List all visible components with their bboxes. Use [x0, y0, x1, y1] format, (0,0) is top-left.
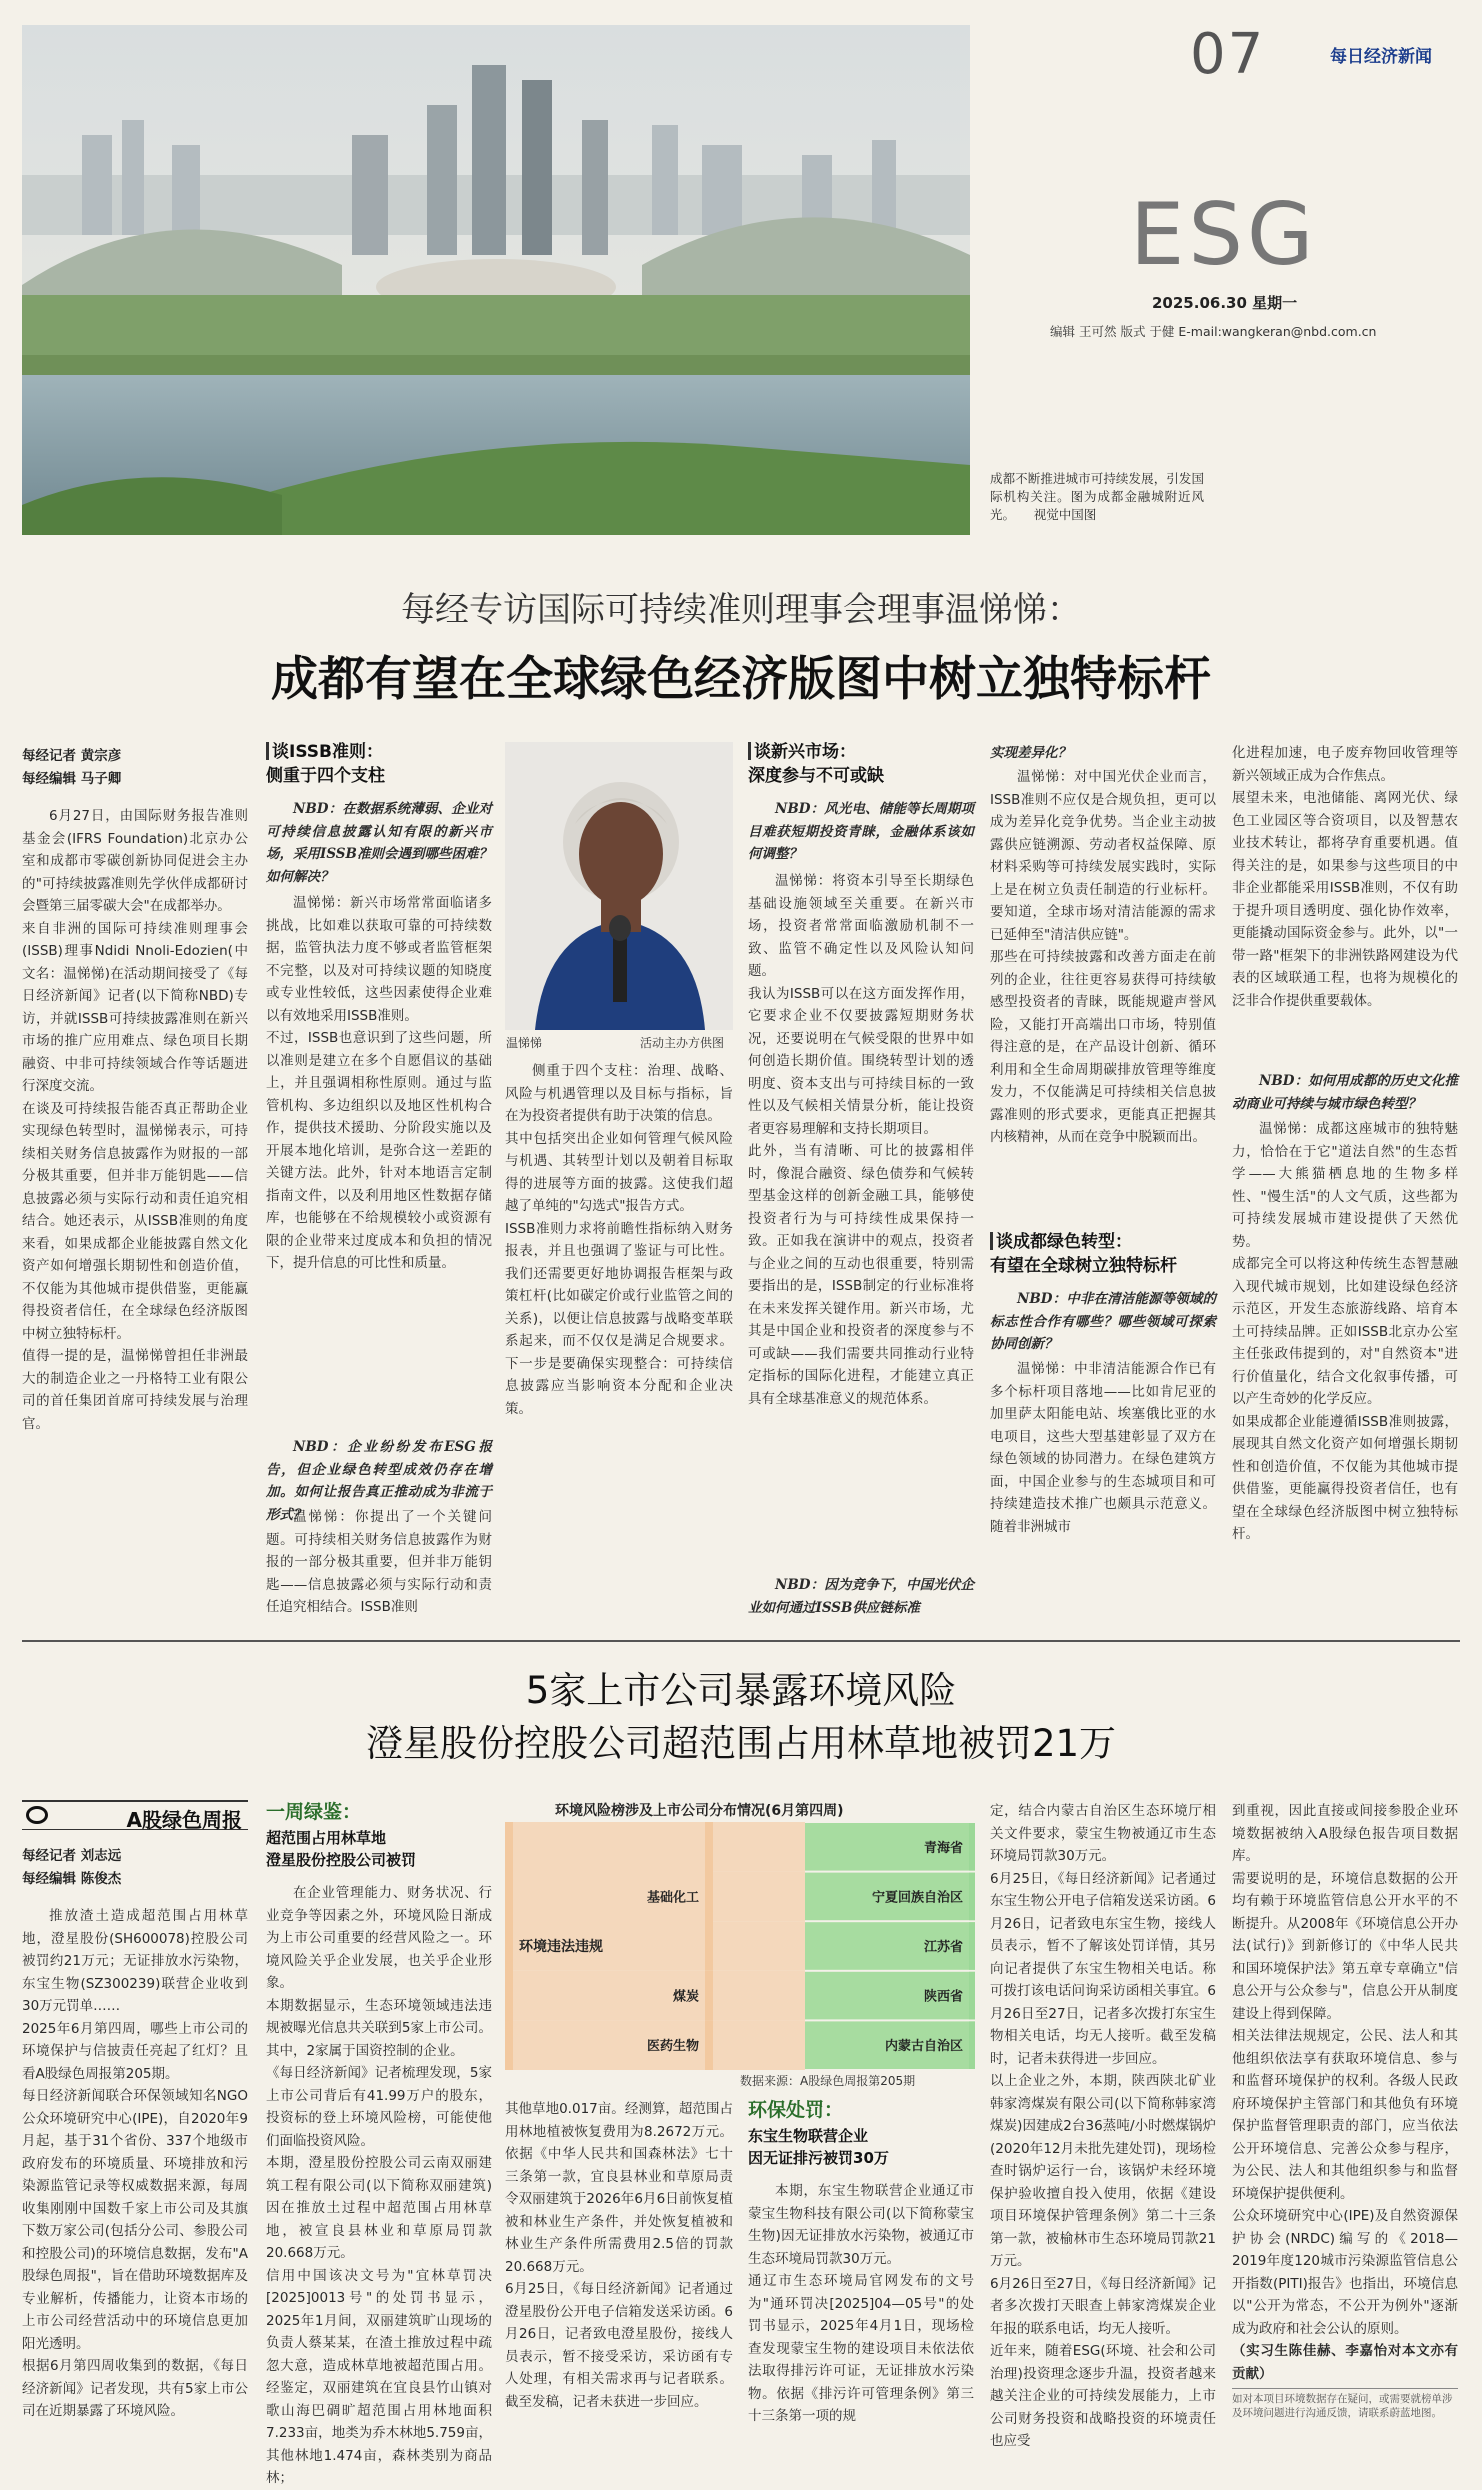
node-煤炭-bar — [705, 1971, 713, 2021]
a2-disclaimer: 如对本项目环境数据存在疑问，或需要就榜单涉及环境问题进行沟通反馈，请联系蔚蓝地图。 — [1232, 2393, 1453, 2419]
portrait-label: 温悌悌 — [506, 1036, 543, 1050]
photo-caption: 成都不断推进城市可持续发展，引发国际机构关注。图为成都金融城附近风光。 视觉中国图 — [990, 471, 1204, 522]
column-badge — [22, 1800, 248, 1830]
node-source-label: 环境违法违规 — [519, 1939, 603, 1955]
node-基础化工-bar — [705, 1822, 713, 1971]
node-source-bar — [505, 1822, 513, 2070]
hero-photo — [22, 25, 970, 535]
node-基础化工-label: 基础化工 — [646, 1890, 699, 1906]
sankey-chart — [505, 1822, 975, 2070]
node-医药生物-bar — [705, 2020, 713, 2070]
sec1-title-b: 侧重于四个支柱 — [266, 766, 385, 786]
article2-headline-a: 5家上市公司暴露环境风险 — [525, 1669, 957, 1712]
article-divider — [22, 1640, 1460, 1642]
a2-col5: 定，结合内蒙古自治区生态环境厅相关文件要求，蒙宝生物被通辽市生态环境局罚款30万元。 6月25日，《每日经济新闻》记者通过东宝生物公开电子信箱发送采访函。6月26日，记者致电东宝生物，接线人员表示，暂不了解该处罚详情，其另向记者提供了东宝生物相关电话。称可拨打该电话问询采访函相关事宜。6月26日至27日，记者多次拨打东宝生物相关电话，均无人接听。截至发稿时，记者未获得进一步回应。 以上企业之外，本期，陕西陕北矿业韩家湾煤炭有限公司(以下简称韩家湾煤炭)因建成2台36蒸吨/小时燃煤锅炉(2020年12月未批先建处罚)，现场检查时锅炉运行一台，该锅炉未经环境保护验收擅自投入使用，依据《建设项目环境保护管理条例》第二十三条第一款，被榆林市生态环境局罚款21万元。 6月26日至27日，《每日经济新闻》记者多次拨打天眼查上韩家湾煤炭企业年报的联系电话，均无人接听。 近年来，随着ESG(环境、社会和公司治理)投资理念逐步升温，投资者越来越关注企业的可持续发展能力，上市公司财务投资和战略投资的环境责任也应受 — [990, 1803, 1216, 2449]
node-煤炭-label: 煤炭 — [672, 1989, 699, 2005]
sec2-title-b: 深度参与不可或缺 — [748, 766, 884, 786]
flow-基础化工-江苏省 — [713, 1921, 805, 1971]
flow-煤炭-陕西省 — [713, 1971, 805, 2021]
article2-headline-b: 澄星股份控股公司超范围占用林草地被罚21万 — [365, 1722, 1117, 1765]
article1-col3: 侧重于四个支柱：治理、战略、风险与机遇管理以及目标与指标，旨在为投资者提供有助于决策的信息。 其中包括突出企业如何管理气候风险与机遇、其转型计划以及朝着目标取得的进展等方面的披露。这使我们超越了单纯的"勾选式"报告方式。 ISSB准则力求将前瞻性指标纳入财务报表，并且也强调了鉴证与可比性。我们还需要更好地协调报告框架与政策杠杆(比如碳定价或行业监管之间的关系)，以便让信息披露与战略变革联系起来，而不仅仅是满足合规要求。下一步是要确保实现整合：可持续信息披露应当影响资本分配和企业决策。 — [505, 1063, 733, 1417]
portrait-photo — [505, 742, 733, 1030]
article1-col6: 化进程加速，电子废弃物回收管理等新兴领域正成为合作焦点。 展望未来，电池储能、离网光伏、绿色工业园区等合资项目，以及智慧农业技术转让，都将孕育重要机遇。值得关注的是，如果参与这些项目的中非企业都能采用ISSB准则，不仅有助于提升项目透明度、强化协作效率，更能撬动国际资金参与。此外，以"一带一路"框架下的非洲铁路网建设为代表的区域联通工程，也将为规模化的泛非合作提供重要载体。 — [1232, 745, 1458, 1009]
node-医药生物-label: 医药生物 — [646, 2039, 699, 2055]
a2-sec2-title-a: 环保处罚： — [748, 2099, 844, 2121]
a2-signoff: （实习生陈佳赫、李嘉怡对本文亦有贡献） — [1232, 2343, 1458, 2382]
sec1-answer2: 温悌悌：你提出了一个关键问题。可持续相关财务信息披露作为财报的一部分极其重要，但并非万能钥匙——信息披露必须与实际行动和责任追究相结合。ISSB准则 — [266, 1509, 492, 1615]
col6-question: NBD：如何用成都的历史文化推动商业可持续与城市绿色转型？ — [1232, 1073, 1458, 1112]
editor-info: 编辑 王可然 版式 于健 E-mail:wangkeran@nbd.com.cn — [1050, 324, 1377, 339]
page-number: 07 — [1190, 22, 1266, 87]
col5-question-end: 实现差异化？ — [990, 745, 1071, 761]
portrait-credit: 活动主办方供图 — [640, 1036, 725, 1050]
article2-col1: 推放渣土造成超范围占用林草地，澄星股份(SH600078)控股公司被罚约21万元；无证排放水污染物，东宝生物(SZ300239)联营企业收到30万元罚单…… 2025年6月第四周，哪些上市公司的环境保护与信披责任亮起了红灯？且看A股绿色周报第205期。 每日经济新闻联合环保领域知名NGO公众环境研究中心(IPE)，自2020年9月起，基于31个省份、337个地级市政府发布的环境质量、环境排放和污染源监管记录等权威数据来源，每周收集刚刚中国数千家上市公司及其旗下数万家公司(包括分公司、参股公司和控股公司)的环境信息数据，发布"A股绿色周报"，旨在借助环境数据库及专业解析，传播能力，让资本市场的上市公司经营活动中的环境信息更加阳光透明。 根据6月第四周收集到的数据，《每日经济新闻》记者发现，共有5家上市公司在近期暴露了环境风险。 — [22, 1908, 248, 2419]
chart-title: 环境风险榜涉及上市公司分布情况(6月第四周) — [555, 1803, 844, 1819]
chart-source: 数据来源：A股绿色周报第205期 — [740, 2074, 916, 2088]
a2-sec1-title-c: 澄星股份控股公司被罚 — [266, 1851, 417, 1869]
sec2-question: NBD：风光电、储能等长周期项目难获短期投资青睐，金融体系该如何调整？ — [748, 801, 974, 862]
a2-col6: 到重视，因此直接或间接参股企业环境数据被纳入A股绿色报告项目数据库。 需要说明的是，环境信息数据的公开均有赖于环境监管信息公开水平的不断提升。从2008年《环境信息公开办法(试行)》到新修订的《中华人民共和国环境保护法》第五章专章确立"信息公开与公众参与"，信息公开从制度建设上得到保障。 相关法律法规规定，公民、法人和其他组织依法享有获取环境信息、参与和监督环境保护的权利。各级人民政府环境保护主管部门和其他负有环境保护监督管理职责的部门，应当依法公开环境信息、完善公众参与程序，为公民、法人和其他组织参与和监督环境保护提供便利。 公众环境研究中心(IPE)及自然资源保护协会(NRDC)编写的《2018—2019年度120城市污染源监管信息公开指数(PITI)报告》也指出，环境信息以"公开为常态，不公开为例外"逐渐成为政府和社会公认的原则。 — [1232, 1803, 1458, 2337]
col5-answer: 温悌悌：对中国光伏企业而言，ISSB准则不应仅是合规负担，更可以成为差异化竞争优势。当企业主动披露供应链溯源、劳动者权益保障、原材料采购等可持续发展实践时，实际上是在树立负责任制造的行业标杆。要知道，全球市场对清洁能源的需求已延伸至"清洁供应链"。 那些在可持续披露和改善方面走在前列的企业，往往更容易获得可持续敏感型投资者的青睐，既能规避声誉风险，又能打开高端出口市场，特别值得注意的是，在产品设计创新、循环利用和全生命周期碳排放管理等维度发力，不仅能满足可持续相关信息披露准则的形式要求，更能真正把握其内核精神，从而在竞争中脱颖而出。 — [990, 769, 1216, 1145]
article1-reporter: 每经记者 黄宗彦 — [22, 748, 122, 764]
article1-editor: 每经编辑 马子卿 — [22, 771, 122, 787]
a2-sec2-title-b: 东宝生物联营企业 — [748, 2127, 869, 2145]
article1-headline: 成都有望在全球绿色经济版图中树立独特标杆 — [271, 652, 1211, 707]
a2-sec2-body: 本期，东宝生物联营企业通辽市蒙宝生物科技有限公司(以下简称蒙宝生物)因无证排放水污染物，被通辽市生态环境局罚款30万元。 通辽市生态环境局官网发布的文号为"通环罚决[2025]04—05号"的处罚书显示，2025年4月1日，现场检查发现蒙宝生物的建设项目未依法依法取得排污许可证，无证排放水污染物。依据《排污许可管理条例》第三十三条第一项的规 — [748, 2183, 974, 2424]
node-宁夏回族自治区-label: 宁夏回族自治区 — [871, 1890, 963, 1906]
sec2-title-a: 谈新兴市场： — [754, 742, 856, 762]
node-江苏省-bar — [969, 1922, 975, 1970]
sec2-answer: 温悌悌：将资本引导至长期绿色基础设施领域至关重要。在新兴市场，投资者常常面临激励机制不一致、监管不确定性以及风险认知问题。 我认为ISSB可以在这方面发挥作用，它要求企业不仅要披露短期财务状况，还要说明在气候受限的世界中如何创造长期价值。围绕转型计划的透明度、资本支出与可持续目标的一致性以及气候相关情景分析，能让投资者更容易理解和支持长期项目。 此外，当有清晰、可比的披露相伴时，像混合融资、绿色债券和气候转型基金这样的创新金融工具，能够使投资者行为与可持续性成果保持一致。正如我在演讲中的观点，投资者与企业之间的互动也很重要，特别需要指出的是，ISSB制定的行业标准将在未来发挥关键作用。新兴市场，尤其是中国企业和投资者的深度参与不可或缺——我们需要共同推动行业特定指标的国际化进程，才能建立真正具有全球基准意义的规范体系。 — [748, 873, 974, 1407]
a2-sec2-title-c: 因无证排污被罚30万 — [748, 2149, 889, 2167]
flow-基础化工-宁夏回族自治区 — [713, 1872, 805, 1922]
issue-date: 2025.06.30 星期一 — [1152, 294, 1298, 312]
node-内蒙古自治区-label: 内蒙古自治区 — [884, 2039, 963, 2055]
article2-reporter: 每经记者 刘志远 — [22, 1848, 122, 1864]
flow-基础化工-青海省 — [713, 1822, 805, 1872]
sec1-question2: NBD：企业纷纷发布ESG报告，但企业绿色转型成效仍存在增加。如何让报告真正推动成为非流于形式？ — [266, 1439, 492, 1523]
sec3-title-a: 谈成都绿色转型： — [996, 1232, 1132, 1252]
sec3-answer: 温悌悌：中非清洁能源合作已有多个标杆项目落地——比如肯尼亚的加里萨太阳能电站、埃塞俄比亚的水电项目，这些大型基建彰显了双方在绿色领域的协同潜力。在绿色建筑方面，中国企业参与的生态城项目和可持续建造技术推广也颇具示范意义。随着非洲城市 — [990, 1361, 1216, 1535]
col6-answer: 温悌悌：成都这座城市的独特魅力，恰恰在于它"道法自然"的生态哲学——大熊猫栖息地的生物多样性、"慢生活"的人文气质，这些都为可持续发展城市建设提供了天然优势。 成都完全可以将这种传统生态智慧融入现代城市规划，比如建设绿色经济示范区，开发生态旅游线路、培育本土可持续品牌。正如ISSB北京办公室主任张政伟提到的，对"自然资本"进行价值量化，结合文化叙事传播，可以产生奇妙的化学反应。 如果成都企业能遵循ISSB准则披露，展现其自然文化资产如何增强长期韧性和创造价值，不仅能为其他城市提供借鉴，更能赢得投资者信任，也有望在全球绿色经济版图中树立独特标杆。 — [1232, 1121, 1458, 1542]
flow-医药生物-内蒙古自治区 — [713, 2020, 805, 2070]
sec1-title-a: 谈ISSB准则： — [272, 742, 384, 762]
sec3-question: NBD：中非在清洁能源等领域的标志性合作有哪些？哪些领域可探索协同创新？ — [990, 1291, 1216, 1352]
node-内蒙古自治区-bar — [969, 2021, 975, 2069]
column-badge-label: A股绿色周报 — [126, 1808, 242, 1832]
sec1-answer: 温悌悌：新兴市场常常面临诸多挑战，比如难以获取可靠的可持续数据，监管执法力度不够或者监管框架不完整，以及对可持续议题的知晓度或专业性较低，这些因素使得企业难以有效地采用ISSB准则。 不过，ISSB也意识到了这些问题，所以准则是建立在多个自愿倡议的基础上，并且强调相称性原则。通过与监管机构、多边组织以及地区性机构合作，提供技术援助、分阶段实施以及开展本地化培训，是弥合这一差距的关键方法。此外，针对本地语言定制指南文件，以及利用地区性数据存储库，也能够在不给规模较小或资源有限的企业带来过度成本和负担的情况下，提升信息的可比性和质量。 — [266, 895, 492, 1271]
a2-sec1-title-a: 一周绿鉴： — [266, 1801, 362, 1823]
node-青海省-bar — [969, 1823, 975, 1871]
paper-name: 每日经济新闻 — [1330, 47, 1432, 67]
node-陕西省-label: 陕西省 — [923, 1989, 963, 2005]
node-宁夏回族自治区-bar — [969, 1873, 975, 1921]
a2-sec1-body: 在企业管理能力、财务状况、行业竞争等因素之外，环境风险日渐成为上市公司重要的经营风险之一。环境风险关乎企业发展，也关乎企业形象。 本期数据显示，生态环境领域违法违规被曝光信息共关联到5家上市公司。其中，2家属于国资控制的企业。 《每日经济新闻》记者梳理发现，5家上市公司背后有41.99万户的股东，投资标的登上环境风险榜，可能使他们面临投资风险。 本期，澄星股份控股公司云南双丽建筑工程有限公司(以下简称双丽建筑)因在推放土过程中超范围占用林草地，被宣良县林业和草原局罚款20.668万元。 信用中国该决文号为"宜林草罚决[2025]0013号"的处罚书显示，2025年1月间，双丽建筑旷山现场的负责人蔡某某，在渣土推放过程中疏忽大意，造成林草地被超范围占用。经鉴定，双丽建筑在宜良县竹山镇对歌山海巴碉旷超范围占用林地面积7.233亩，地类为乔木林地5.759亩，其他林地1.474亩，森林类别为商品林； — [266, 1885, 492, 2486]
sec3-title-b: 有望在全球树立独特标杆 — [990, 1256, 1177, 1276]
eye-icon — [26, 1806, 48, 1824]
node-青海省-label: 青海省 — [923, 1840, 963, 1856]
node-陕西省-bar — [969, 1972, 975, 2020]
article2-editor: 每经编辑 陈俊杰 — [22, 1871, 122, 1887]
article1-kicker: 每经专访国际可持续准则理事会理事温悌悌： — [401, 590, 1081, 630]
article1-col1: 6月27日，由国际财务报告准则基金会(IFRS Foundation)北京办公室和成都市零碳创新协同促进会主办的"可持续披露准则先学伙伴成都研讨会暨第三届零碳大会"在成都举办。 来自非洲的国际可持续准则理事会(ISSB)理事Ndidi Nnoli-Edozien(中文名：温悌悌)在活动期间接受了《每日经济新闻》记者(以下简称NBD)专访，并就ISSB可持续披露准则在新兴市场的推广应用难点、绿色项目长期融资、中非可持续领域合作等话题进行深度交流。 在谈及可持续报告能否真正帮助企业实现绿色转型时，温悌悌表示，可持续相关财务信息披露作为财报的一部分极其重要，但并非万能钥匙——信息披露必须与实际行动和责任追究相结合。她还表示，从ISSB准则的角度来看，如果成都企业能披露自然文化资产如何增强长期韧性和创造价值，不仅能为其他城市提供借鉴，更能赢得投资者信任，在全球绿色经济版图中树立独特标杆。 值得一提的是，温悌悌曾担任非洲最大的制造企业之一丹格特工业有限公司的首任集团首席可持续发展与治理官。 — [22, 808, 248, 1432]
sec1-question: NBD：在数据系统薄弱、企业对可持续信息披露认知有限的新兴市场，采用ISSB准则会遇到哪些困难？如何解决？ — [266, 801, 492, 885]
sec2-question2: NBD：因为竞争下，中国光伏企业如何通过ISSB供应链标准 — [748, 1577, 974, 1616]
node-江苏省-label: 江苏省 — [923, 1940, 963, 1955]
section-title: ESG — [1130, 185, 1318, 285]
a2-sec1-title-b: 超范围占用林草地 — [266, 1829, 387, 1847]
a2-mid-col: 其他草地0.017亩。经测算，超范围占用林地植被恢复费用为8.2672万元。依据《中华人民共和国森林法》七十三条第一款，宜良县林业和草原局责令双丽建筑于2026年6月6日前恢复植被和林业生产条件，并处恢复植被和林业生产条件所需费用2.5倍的罚款20.668万元。 6月25日，《每日经济新闻》记者通过澄星股份公开电子信箱发送采访函。6月26日，记者致电澄星股份，接线人员表示，暂不接受采访，采访函有专人处理，有相关需求再与记者联系。截至发稿，记者未获进一步回应。 — [505, 2101, 733, 2410]
